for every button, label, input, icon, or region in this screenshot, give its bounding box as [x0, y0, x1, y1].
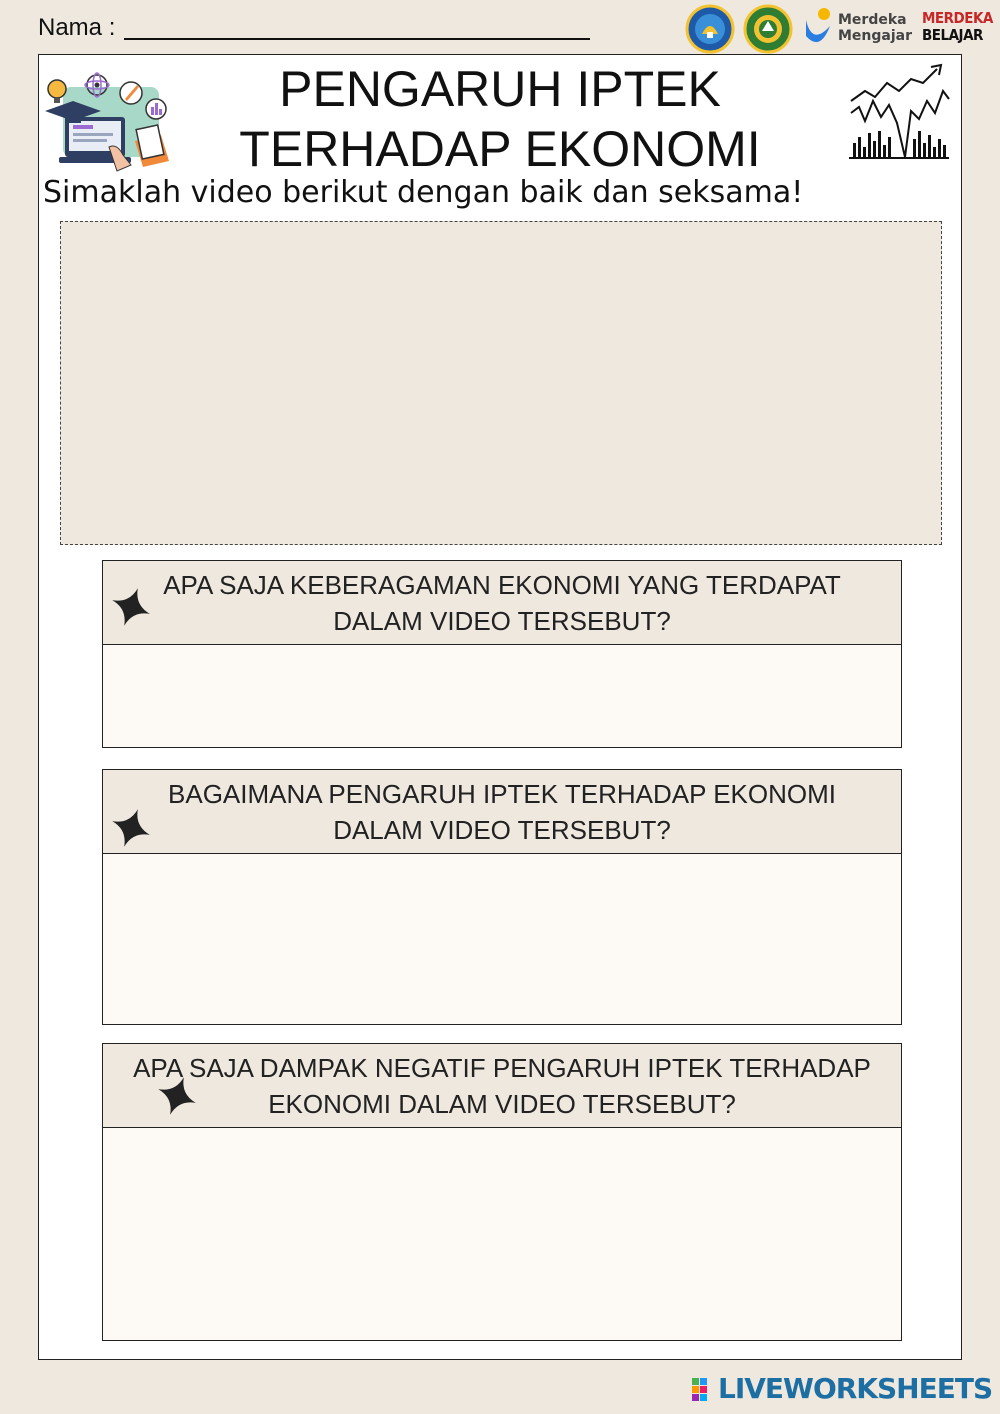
- question-text-1: [103, 567, 901, 639]
- worksheet-frame: [38, 54, 962, 1360]
- name-row: [38, 12, 558, 46]
- question-header-3: [103, 1044, 901, 1128]
- name-label: Nama :: [38, 14, 116, 41]
- liveworksheets-logo-icon: [692, 1378, 716, 1402]
- merdeka-mengajar-line2: Mengajar: [838, 28, 913, 44]
- question-1-line1: APA SAJA KEBERAGAMAN EKONOMI YANG TERDAPAT: [163, 570, 841, 600]
- liveworksheets-text: LIVEWORKSHEETS: [718, 1372, 993, 1405]
- question-block-2: [102, 769, 902, 1025]
- page-title-line2: TERHADAP EKONOMI: [239, 121, 761, 177]
- logo-strip: [684, 4, 993, 54]
- page-title-line1: PENGARUH IPTEK: [279, 61, 721, 117]
- merdeka-mengajar-line1: Merdeka: [838, 12, 907, 28]
- merdeka-belajar-text: [922, 10, 993, 44]
- merdeka-mengajar-text: [838, 12, 912, 44]
- page-title: [39, 59, 961, 179]
- question-1-line2: DALAM VIDEO TERSEBUT?: [333, 606, 671, 636]
- question-text-2: [103, 776, 901, 848]
- answer-field-3[interactable]: [103, 1128, 901, 1340]
- merdeka-belajar-logo: [922, 9, 993, 52]
- sekolah-dasar-logo-icon: [742, 4, 794, 54]
- merdeka-belajar-line1: MERDEKA: [922, 9, 993, 27]
- kemdikbud-logo-icon: [684, 4, 736, 54]
- question-2-line1: BAGAIMANA PENGARUH IPTEK TERHADAP EKONOMI: [168, 779, 836, 809]
- question-block-3: [102, 1043, 902, 1341]
- answer-field-2[interactable]: [103, 854, 901, 1024]
- question-block-1: [102, 560, 902, 748]
- instruction-text: Simaklah video berikut dengan baik dan seksama!: [43, 175, 804, 210]
- question-header-2: [103, 770, 901, 854]
- merdeka-mengajar-mark-icon: [802, 6, 834, 52]
- stock-chart-illustration-icon: [847, 61, 953, 165]
- question-text-3: [103, 1050, 901, 1122]
- video-placeholder[interactable]: [60, 221, 942, 545]
- name-underline: [124, 38, 590, 40]
- answer-field-1[interactable]: [103, 645, 901, 747]
- question-header-1: [103, 561, 901, 645]
- question-3-line1: APA SAJA DAMPAK NEGATIF PENGARUH IPTEK TERHADAP: [133, 1053, 871, 1083]
- liveworksheets-brand: [690, 1372, 993, 1408]
- merdeka-belajar-line2: BELAJAR: [922, 26, 983, 44]
- question-2-line2: DALAM VIDEO TERSEBUT?: [333, 815, 671, 845]
- question-3-line2: EKONOMI DALAM VIDEO TERSEBUT?: [268, 1089, 736, 1119]
- merdeka-mengajar-logo: [800, 6, 920, 52]
